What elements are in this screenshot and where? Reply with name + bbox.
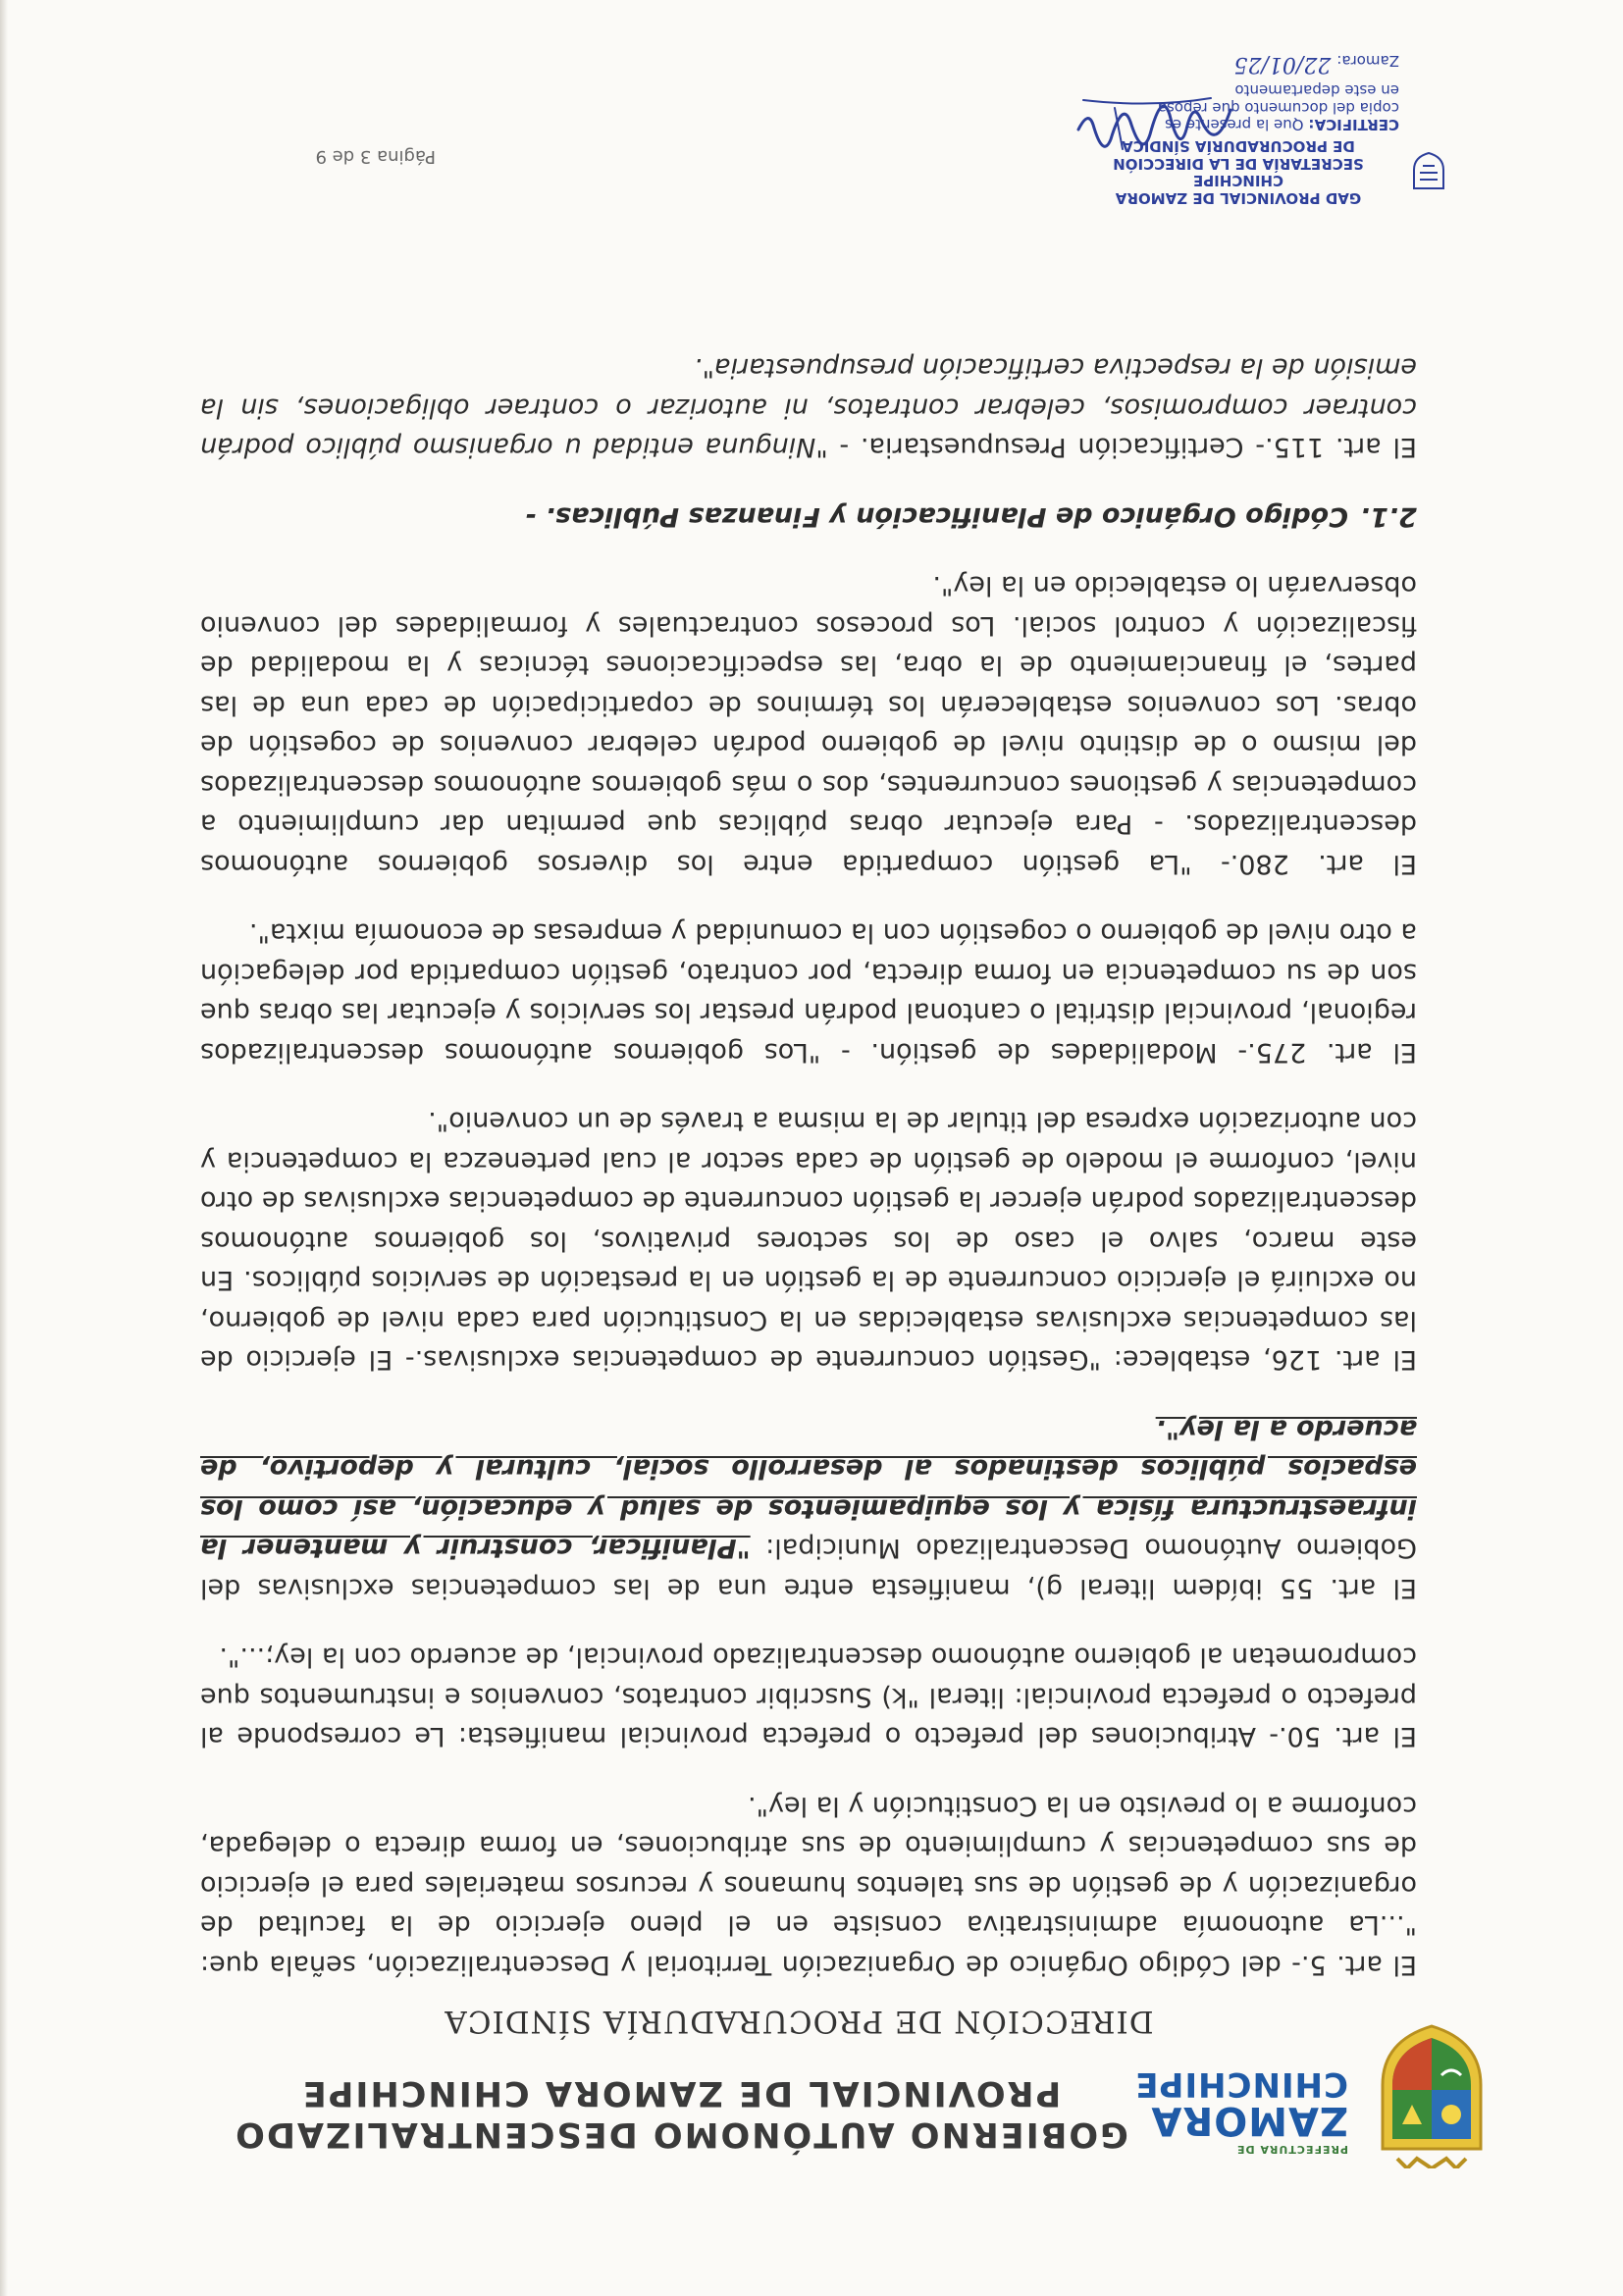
stamp-shield-icon <box>1411 152 1446 191</box>
stamp-cert-line1: Que la presente es <box>1165 116 1304 134</box>
brand-name-line2: CHINCHIPE <box>1134 2064 1348 2104</box>
paragraph-art-115 <box>200 347 1417 467</box>
art-55-emphasis: "Planificar, construir y mantener la infraestructura física y los equipamientos de salud y educación, así como los espacios públicos destinados al desarrollo social, cultural y deportivo, de acuerdo a la ley". <box>200 1414 1417 1564</box>
stamp-org-line2: SECRETARÍA DE LA DIRECCIÓN <box>1113 154 1364 173</box>
section-number: 2.1. <box>1359 501 1417 532</box>
stamp-city-date <box>1073 51 1446 77</box>
art-115-lead: El art. 115.- Certificación Presupuestaria. - <box>827 432 1417 463</box>
stamp-handwritten-date: 22/01/25 <box>1233 52 1332 78</box>
stamp-cert-line3: en este departamento <box>1234 80 1399 99</box>
brand-name-line1: ZAMORA <box>1150 2098 1348 2143</box>
letterhead <box>102 2051 1495 2168</box>
department-title: DIRECCIÓN DE PROCURADURÍA SÍNDICA <box>444 2004 1154 2039</box>
certification-stamp <box>1073 51 1446 206</box>
paragraph-art-275: El art. 275.- Modalidades de gestión. - "Los gobiernos autónomos descentralizados regional, provincial distrital o cantonal podrán prestar los servicios y ejecutar las obras que son de su competencia en forma directa, por contrato, gestión compartida por delegación a otro nivel de gobierno o cogestión con la comunidad y empresas de economía mixta". <box>200 917 1417 1068</box>
institution-line2: PROVINCIAL DE ZAMORA CHINCHIPE <box>300 2073 1062 2113</box>
paragraph-art-5: El art. 5.- del Código Orgánico de Organización Territorial y Descentralización, señala que: "...La autonomía administrativa consiste en el pleno ejercicio de la facultad de organización y de gestión de sus talentos humanos y recursos materiales para el ejercicio de sus competencias y cumplimiento de sus atribuciones, en forma directa o delegada, conforme a lo previsto en la Constitución y la ley". <box>200 1791 1417 1980</box>
document-body <box>200 318 1417 1984</box>
paragraph-art-280: El art. 280.- "La gestión compartida entre los diversos gobiernos autónomos descentralizados. - Para ejecutar obras públicas que permitan dar cumplimiento a competencias y gestiones concurrentes, dos o más gobiernos autónomos descentralizados del mismo o de distinto nivel de gobierno podrán celebrar convenios de cogestión de obras. Los convenios establecerán los términos de coparticipación de cada una de las partes, el financiamiento de la obra, las especificaciones técnicas y la modalidad de fiscalización y control social. Los procesos contractuales y formalidades del convenio observarán lo establecido en la ley". <box>200 570 1417 879</box>
section-title: Código Orgánico de Planificación y Finanzas Públicas. - <box>525 501 1348 532</box>
brand-prefix: PREFECTURA DE <box>1235 2143 1348 2156</box>
scan-edge-shadow <box>0 0 8 2296</box>
page-number: Página 3 de 9 <box>315 146 436 167</box>
stamp-cert-label: CERTIFICA: <box>1308 116 1399 134</box>
paragraph-art-55 <box>200 1409 1417 1608</box>
art-115-quote: "Ninguna entidad u organismo público podrán contraer compromisos, celebrar contratos, ni autorizar o contraer obligaciones, sin la emisión de la respectiva certificación presupuestaria". <box>200 352 1417 463</box>
institution-line1: GOBIERNO AUTÓNOMO DESCENTRALIZADO <box>234 2114 1128 2154</box>
art-55-lead: El art. 55 ibídem literal g), manifiesta entre una de las competencias exclusivas del Gobierno Autónomo Descentralizado Municipal: <box>200 1533 1417 1603</box>
paragraph-art-50: El art. 50.- Atribuciones del prefecto o prefecta provincial manifiesta: Le corresponde al prefecto o prefecta provincial: literal "k) Suscribir contratos, convenios e instrumentos que comprometan al gobierno autónomo descentralizado provincial, de acuerdo con la ley;...". <box>200 1642 1417 1752</box>
provincial-crest-icon <box>1368 2021 1495 2168</box>
stamp-cert-line2: copia del documento que reposa <box>1157 98 1399 117</box>
stamp-org-line3: DE PROCURADURÍA SÍNDICA <box>1122 136 1355 155</box>
handwritten-signature-icon <box>1073 80 1240 169</box>
paragraph-art-126: El art. 126, establece: "Gestión concurrente de competencias exclusivas.- El ejercicio de las competencias exclusivas establecidas en la Constitución para cada nivel de gobierno, no excluirá el ejercicio concurrente de la gestión en la prestación de servicios públicos. En este marco, salvo el caso de los sectores privativos, los gobiernos autónomos descentralizados podrán ejercer la gestión concurrente de competencias exclusivas de otro nivel, conforme el modelo de gestión de cada sector al cual pertenezca la competencia y con autorización expresa del titular de la misma a través de un convenio". <box>200 1106 1417 1376</box>
section-heading <box>200 496 1417 537</box>
prefectura-brand-logo <box>1134 2064 1348 2156</box>
institution-name <box>190 2072 1172 2155</box>
stamp-org-line1: GAD PROVINCIAL DE ZAMORA CHINCHIPE <box>1115 172 1362 207</box>
stamp-city-label: Zamora: <box>1336 51 1399 70</box>
